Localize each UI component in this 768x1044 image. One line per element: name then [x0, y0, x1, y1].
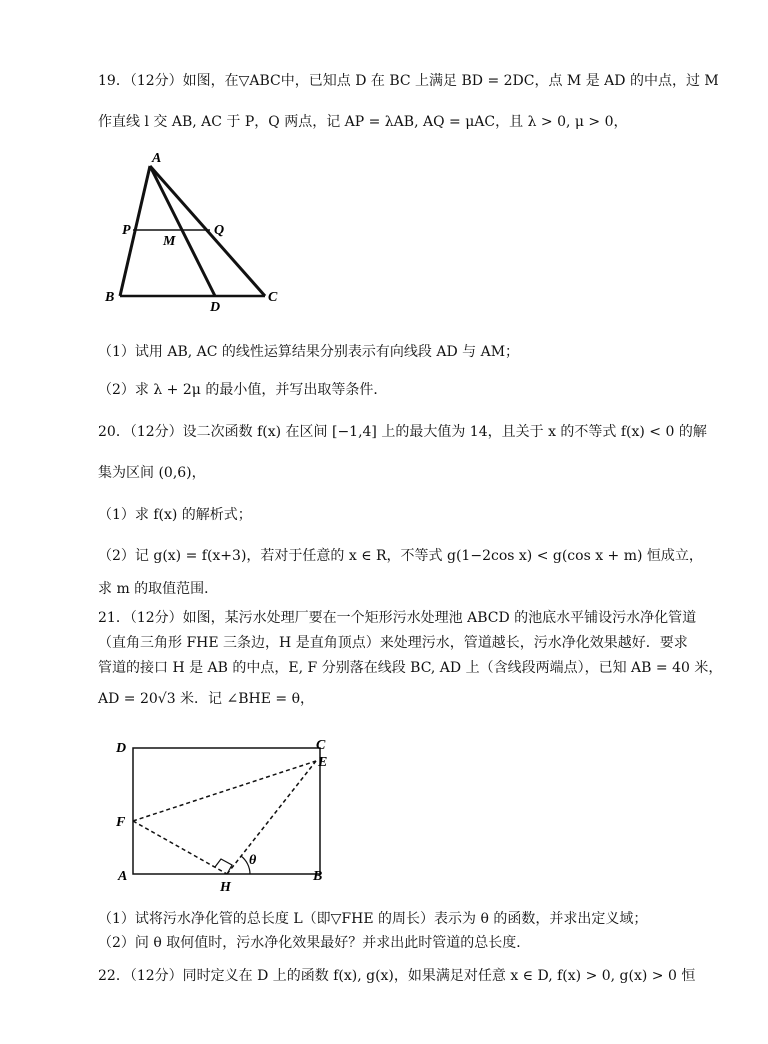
- q21-sub2: （2）问 θ 取何值时，污水净化效果最好？并求出此时管道的总长度．: [98, 935, 531, 951]
- q21-rectangle-figure: [110, 735, 340, 895]
- label-theta: θ: [249, 853, 257, 868]
- q19-sub1: （1）试用 AB, AC 的线性运算结果分别表示有向线段 AD 与 AM；: [98, 344, 520, 360]
- segment-AD: [150, 166, 215, 296]
- label-E: E: [318, 755, 328, 770]
- q19-line2: 作直线 l 交 AB, AC 于 P，Q 两点，记 AP = λAB, AQ = μAC，且 λ > 0, μ > 0，: [98, 114, 628, 130]
- label-C: C: [268, 290, 278, 305]
- segment-AC: [150, 166, 265, 296]
- q22-line1: 22．（12分）同时定义在 D 上的函数 f(x), g(x)，如果满足对任意 x ∈ D, f(x) > 0, g(x) > 0 恒: [98, 968, 696, 984]
- segment-HE: [227, 761, 316, 874]
- segment-FH: [133, 821, 227, 874]
- label-D: D: [116, 741, 127, 756]
- q19-line1: 19．（12分）如图，在▽ABC中，已知点 D 在 BC 上满足 BD = 2DC，点 M 是 AD 的中点，过 M: [98, 73, 719, 89]
- q21-line4: AD = 20√3 米．记 ∠BHE = θ，: [98, 691, 315, 707]
- q21-sub1: （1）试将污水净化管的总长度 L（即▽FHE 的周长）表示为 θ 的函数，并求出定义域；: [98, 911, 648, 927]
- q20-sub1: （1）求 f(x) 的解析式；: [98, 507, 252, 523]
- q21-line1: 21．（12分）如图，某污水处理厂要在一个矩形污水处理池 ABCD 的池底水平铺设污水净化管道: [98, 610, 697, 626]
- label-D: D: [210, 300, 221, 315]
- q20-line1: 20．（12分）设二次函数 f(x) 在区间 [−1,4] 上的最大值为 14，且关于 x 的不等式 f(x) < 0 的解: [98, 424, 707, 440]
- q19-sub2: （2）求 λ + 2μ 的最小值，并写出取等条件．: [98, 382, 388, 398]
- rectangle-ABCD: [133, 748, 320, 874]
- label-F: F: [116, 815, 126, 830]
- segment-FE: [133, 761, 316, 821]
- q20-sub2b: 求 m 的取值范围．: [98, 581, 219, 597]
- label-A: A: [152, 151, 162, 166]
- q19-triangle-figure: [100, 148, 300, 318]
- label-C: C: [316, 738, 326, 753]
- label-Q: Q: [214, 223, 225, 238]
- q21-line2: （直角三角形 FHE 三条边，H 是直角顶点）来处理污水，管道越长，污水净化效果越好．要求: [98, 635, 688, 651]
- q20-line2: 集为区间 (0,6)，: [98, 465, 206, 481]
- label-A: A: [118, 869, 128, 884]
- label-M: M: [163, 234, 176, 249]
- label-P: P: [122, 223, 131, 238]
- label-B: B: [313, 869, 323, 884]
- q21-line3: 管道的接口 H 是 AB 的中点，E, F 分别落在线段 BC, AD 上（含线段两端点），已知 AB = 40 米，: [98, 660, 723, 676]
- label-B: B: [105, 290, 115, 305]
- label-H: H: [220, 880, 231, 895]
- q20-sub2a: （2）记 g(x) = f(x+3)，若对于任意的 x ∈ R，不等式 g(1−2cos x) < g(cos x + m) 恒成立，: [98, 548, 703, 564]
